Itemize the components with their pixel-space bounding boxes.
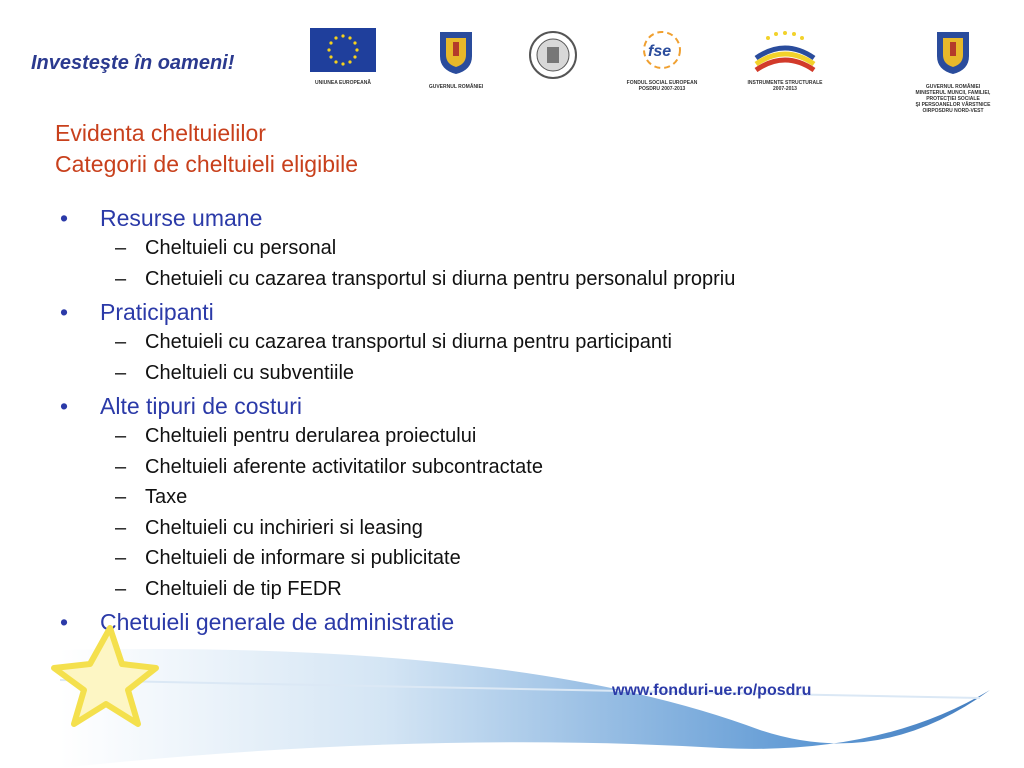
fse-logo: [622, 28, 702, 92]
dash-icon: –: [115, 455, 127, 478]
sub-item: [60, 327, 1000, 358]
eu-caption: UNIUNEA EUROPEANĂ: [315, 80, 371, 86]
bullet-icon: •: [60, 609, 69, 635]
sub-item-text: Cheltuieli aferente activitatilor subcontractate: [145, 455, 543, 478]
bullet-icon: •: [60, 205, 69, 231]
sub-item: [60, 452, 1000, 483]
sub-item-text: Cheltuieli cu inchirieri si leasing: [145, 516, 423, 539]
seal-icon: [528, 30, 578, 80]
bullet-list: [60, 200, 1000, 637]
sub-item-text: Chetuieli cu cazarea transportul si diurna pentru personalul propriu: [145, 267, 736, 290]
sub-item: [60, 574, 1000, 605]
fse-icon: [637, 28, 687, 72]
structural-instruments-icon: [750, 28, 820, 72]
sub-item-text: Cheltuieli cu subventiile: [145, 361, 355, 384]
tagline: Investeşte în oameni!: [31, 52, 235, 74]
bullet-text: Resurse umane: [100, 205, 263, 231]
dash-icon: –: [115, 331, 127, 353]
sub-item: [60, 233, 1000, 264]
bullet-resurse-umane: [60, 203, 1000, 233]
sub-item-text: Cheltuieli cu personal: [145, 237, 337, 259]
ministry-crest-icon: [933, 28, 973, 76]
dash-icon: –: [115, 237, 127, 259]
dash-icon: –: [115, 577, 127, 600]
bullet-text: Praticipanti: [100, 299, 214, 325]
sub-item-text: Chetuieli cu cazarea transportul si diurna pentru participanti: [145, 331, 672, 353]
eu-logo: [303, 28, 383, 86]
sub-item-text: Cheltuieli pentru derularea proiectului: [145, 425, 477, 447]
title-line-2: Categorii de cheltuieli eligibile: [55, 151, 359, 177]
sub-item-text: Cheltuieli de informare si publicitate: [145, 547, 461, 569]
bullet-icon: •: [60, 393, 69, 419]
dash-icon: –: [115, 516, 127, 539]
sub-item: [60, 543, 1000, 574]
ministry-caption: GUVERNUL ROMÂNIEI MINISTERUL MUNCII, FAMILIEI, PROTECŢIEI SOCIALE ŞI PERSOANELOR VÂRSTNICE OIRPOSDRU NORD-VEST: [915, 84, 991, 114]
fse-logo-text: fse: [648, 43, 672, 60]
crest-icon: [436, 28, 476, 76]
ministry-logo: [898, 28, 1008, 114]
sub-item: [60, 421, 1000, 452]
sub-item: [60, 358, 1000, 389]
dash-icon: –: [115, 425, 127, 447]
dash-icon: –: [115, 361, 127, 384]
gov-caption: GUVERNUL ROMÂNIEI: [428, 84, 484, 90]
dash-icon: –: [115, 486, 127, 508]
sub-item: [60, 513, 1000, 544]
sub-item: [60, 264, 1000, 295]
bullet-icon: •: [60, 299, 69, 325]
sub-item-text: Taxe: [145, 486, 188, 508]
star-icon: [40, 620, 160, 730]
dash-icon: –: [115, 267, 127, 290]
sub-item: [60, 482, 1000, 513]
bullet-text: Alte tipuri de costuri: [100, 393, 302, 419]
title-line-1: Evidenta cheltuielilor: [55, 120, 266, 146]
sub-item-text: Cheltuieli de tip FEDR: [145, 577, 342, 600]
footer-url: www.fonduri-ue.ro/posdru: [612, 682, 812, 699]
fse-caption: FONDUL SOCIAL EUROPEAN POSDRU 2007-2013: [626, 80, 698, 92]
structural-caption: INSTRUMENTE STRUCTURALE 2007-2013: [747, 80, 823, 92]
eu-flag-icon: [310, 28, 376, 72]
seal-logo: [526, 30, 580, 85]
bullet-text: Chetuieli generale de administratie: [100, 609, 455, 635]
slide-title: [55, 118, 358, 180]
structural-logo: [740, 28, 830, 92]
gov-logo: [416, 28, 496, 90]
bullet-alte-tipuri: [60, 391, 1000, 421]
dash-icon: –: [115, 547, 127, 569]
bullet-praticipanti: [60, 297, 1000, 327]
